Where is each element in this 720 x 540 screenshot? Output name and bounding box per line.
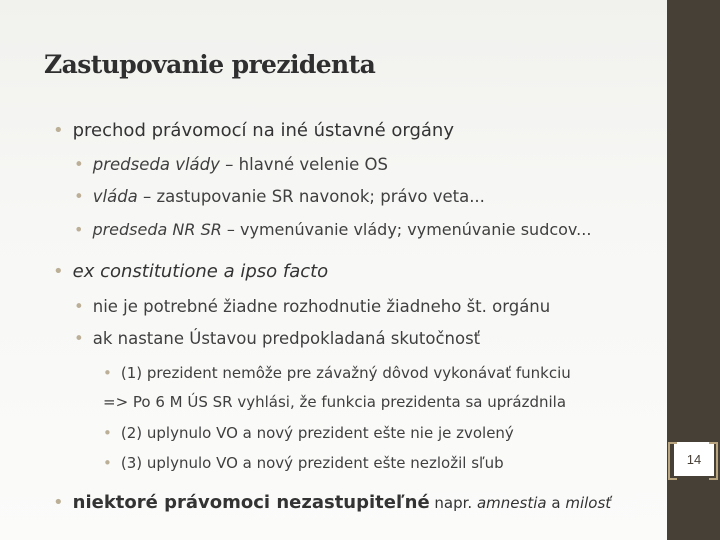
bullet: •: [74, 155, 84, 174]
list-item: [74, 329, 480, 348]
list-item: [74, 187, 485, 206]
bullet-text: ex constitutione a ipso facto: [72, 261, 329, 282]
slide-number: 14: [674, 442, 714, 476]
list-item: [103, 424, 514, 442]
bullet-text: – hlavné velenie OS: [219, 155, 388, 174]
slide-title: Zastupovanie prezidenta: [44, 50, 376, 79]
bullet: •: [74, 220, 84, 239]
bullet-text: (3) uplynulo VO a nový prezident ešte nezložil sľub: [120, 454, 504, 472]
list-item: [103, 454, 504, 472]
emphasis-text: milosť: [565, 494, 612, 512]
bullet: •: [53, 492, 64, 513]
list-item: [53, 261, 328, 282]
bullet: •: [74, 187, 84, 206]
bullet-text: – vymenúvanie vlády; vymenúvanie sudcov...: [221, 220, 592, 239]
list-item: [74, 155, 388, 174]
list-item-continuation: => Po 6 M ÚS SR vyhlási, že funkcia prezidenta sa uprázdnila: [103, 393, 567, 411]
bullet: •: [53, 120, 64, 141]
emphasis-text: predseda NR SR: [92, 220, 222, 239]
bullet-text: a: [546, 494, 566, 512]
bullet: •: [103, 364, 112, 382]
bullet: •: [74, 329, 84, 348]
bold-text: niektoré právomoci nezastupiteľné: [72, 492, 430, 513]
bullet-text: ak nastane Ústavou predpokladaná skutočnosť: [92, 329, 481, 348]
slide-number-bracket-left: [668, 442, 677, 480]
slide-number-bracket-right: [709, 442, 718, 480]
bullet-text: – zastupovanie SR navonok; právo veta...: [137, 187, 485, 206]
emphasis-text: amnestia: [476, 494, 547, 512]
bullet: •: [74, 297, 84, 316]
bullet-text: nie je potrebné žiadne rozhodnutie žiadneho št. orgánu: [92, 297, 551, 316]
emphasis-text: vláda: [92, 187, 138, 206]
bullet: •: [103, 424, 112, 442]
bullet-text: prechod právomocí na iné ústavné orgány: [72, 120, 454, 141]
bullet-text: (2) uplynulo VO a nový prezident ešte nie je zvolený: [120, 424, 514, 442]
list-item: [74, 297, 550, 316]
list-item: [53, 492, 611, 513]
bullet-text: (1) prezident nemôže pre závažný dôvod vykonávať funkciu: [120, 364, 571, 382]
list-item: [103, 364, 571, 382]
bullet: •: [103, 454, 112, 472]
bullet-text: napr.: [429, 494, 477, 512]
list-item: [53, 120, 454, 141]
emphasis-text: predseda vlády: [92, 155, 220, 174]
bullet: •: [53, 261, 64, 282]
list-item: [74, 220, 591, 239]
